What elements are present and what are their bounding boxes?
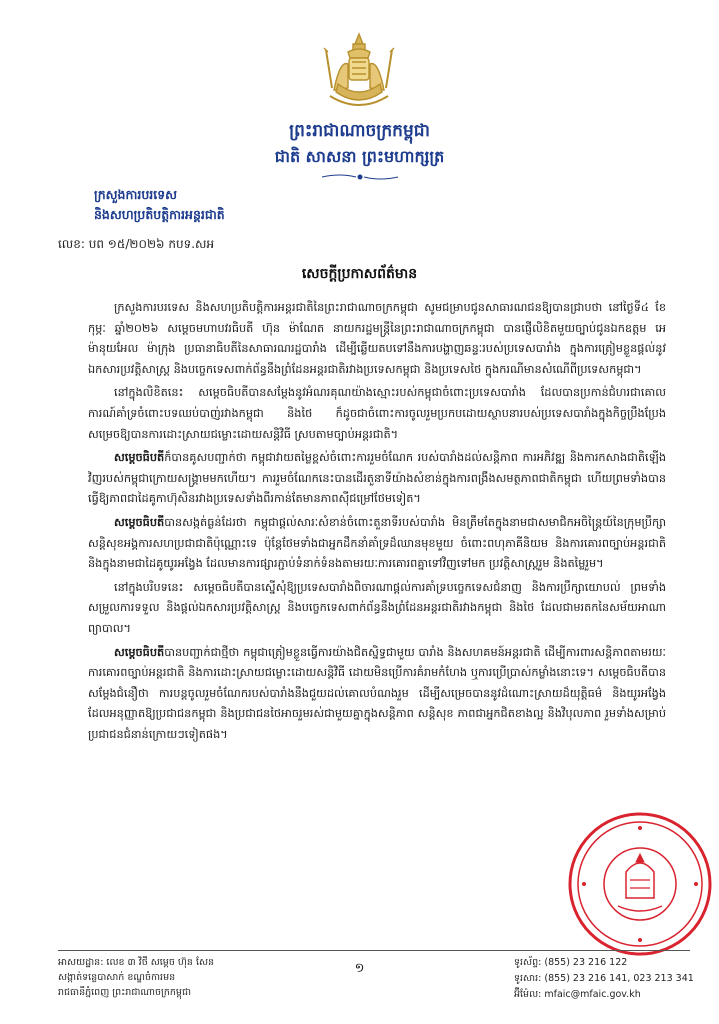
paragraph-text: ក្រសួងការបរទេស និងសហប្រតិបត្តិការអន្តរជាតិនៃព្រះរាជាណាចក្រកម្ពុជា សូមជម្រាបជូនសាធារណជនឱ្យបានជ្រាបថា នៅថ្ងៃទី៤ ខែកុម្ភៈ ឆ្នាំ២០២៦ សម្តេចមហាបវរធិបតី ហ៊ុន ម៉ាណែត នាយករដ្ឋមន្ត្រីនៃព្រះរាជាណាចក្រកម្ពុជា បានផ្ញើលិខិតមួយច្បាប់ជូនឯកឧត្តម អេម៉ានុយអែល ម៉ាក្រុង ប្រធានាធិបតីនៃសាធារណរដ្ឋបារាំង ដើម្បីឆ្លើយតបទៅនឹងការបង្ហាញឆន្ទៈរបស់ប្រទេសបារាំង ក្នុងការត្រៀមខ្លួនផ្តល់នូវឯកសារប្រវត្តិសាស្ត្រ និងបច្ចេកទេសពាក់ព័ន្ធនឹងព្រំដែនអន្តរជាតិរវាងប្រទេសកម្ពុជា និងប្រទេសថៃ ក្នុងករណីមានសំណើពីប្រទេសកម្ពុជា។	[88, 301, 666, 376]
paragraph-text: ក៏បានគូសបញ្ជាក់ថា កម្ពុជាវាយតម្លៃខ្ពស់ចំពោះការរួមចំណែក របស់បារាំងដល់សន្តិភាព ការអភិវឌ្ឍ និងការកសាងជាតិឡើងវិញរបស់កម្ពុជាក្រោយសង្គ្រាមមកហើយ។ ការរួមចំណែកនេះបានដើរតួនាទីយ៉ាងសំខាន់ក្នុងការពង្រឹងសមត្ថភាពជាតិកម្ពុជា ហើយព្រមទាំងបានធ្វើឱ្យភាពជាដៃគូកាហ៊ុសិនរវាងប្រទេសទាំងពីរកាន់តែមានភាពស៊ីជម្រៅថែមទៀត។	[88, 451, 666, 506]
page-number: ១	[354, 961, 365, 976]
phone-label: ទូរស័ព្ទ:	[514, 957, 542, 968]
phone-value: (855) 23 216 122	[544, 957, 628, 968]
royal-emblem-icon	[312, 30, 406, 112]
national-motto: ជាតិ សាសនា ព្រះមហាក្សត្រ	[274, 147, 445, 166]
ministry-name: ក្រសួងការបរទេស	[94, 187, 178, 202]
paragraph-lead: សម្តេចធិបតី	[114, 451, 165, 465]
paragraph-text: បានសង្កត់ធ្ងន់ដែរថា កម្ពុជាផ្តល់សារៈសំខាន់ចំពោះតួនាទីរបស់បារាំង មិនត្រឹមតែក្នុងនាមជាសមាជិកអចិន្ត្រៃយ៍នៃក្រុមប្រឹក្សាសន្តិសុខអង្គការសហប្រជាជាតិប៉ុណ្ណោះទេ ប៉ុន្តែថែមទាំងជាអ្នកដឹកនាំគាំទ្រដ៏ឈានមុខមួយ ចំពោះពហុភាគីនិយម និងការគោរពច្បាប់អន្តរជាតិ និងក្នុងនាមជាដៃគូយូរអង្វែង ដែលមានការផ្សារភ្ជាប់ទំនាក់ទំនងតាមរយៈការគោរពគ្នាទៅវិញទៅមក ប្រវត្តិសាស្ត្ររួម និងតម្លៃរួម។	[88, 515, 666, 571]
paragraph-text: បានបញ្ជាក់ជាថ្មីថា កម្ពុជាត្រៀមខ្លួនធ្វើការយ៉ាងជិតស្និទ្ធជាមួយ បារាំង និងសហគមន៍អន្តរជាតិ ដើម្បីការពារសន្តិភាពតាមរយៈការគោរពច្បាប់អន្តរជាតិ និងការដោះស្រាយជម្លោះដោយសន្តិវិធី ដោយមិនប្រើការគំរាមកំហែង ឬការប្រើប្រាស់កម្លាំងនោះទេ។ សម្តេចធិបតីបានសម្តែងជំនឿថា ការបន្តចូលរួមចំណែករបស់បារាំងនឹងជួយដល់គោលបំណងរួម ដើម្បីសម្រេចបាននូវដំណោះស្រាយដ៏យុត្តិធម៌ និងយូរអង្វែង ដែលអនុញ្ញាតឱ្យប្រជាជនកម្ពុជា និងប្រជាជនថៃអាចរួមរស់ជាមួយគ្នាក្នុងសន្តិភាព សន្តិសុខ ភាពជាអ្នកជិតខាងល្អ និងវិបុលភាព រួមទាំងសម្រាប់ប្រជាជនជំនាន់ក្រោយៗទៀតផង។	[88, 645, 666, 741]
paragraph-text: នៅក្នុងបរិបទនេះ សម្តេចធិបតីបានស្នើសុំឱ្យប្រទេសបារាំងពិចារណាផ្តល់ការគាំទ្របច្ចេកទេសជំនាញ និងការប្រឹក្សាយោបល់ ព្រមទាំងសម្រួលការទទួល និងផ្តល់ឯកសារប្រវត្តិសាស្ត្រ និងបច្ចេកទេសពាក់ព័ន្ធនឹងព្រំដែនអន្តរជាតិរវាងកម្ពុជា និងថៃ ដែលជាមរតកនៃសម័យអាណាព្យាបាល។	[88, 580, 666, 635]
email-label: អ៊ីម៉ែល:	[514, 989, 542, 1000]
document-body	[88, 298, 666, 748]
paragraph	[88, 643, 666, 746]
footer-divider	[58, 950, 690, 951]
page-title: សេចក្តីប្រកាសព័ត៌មាន	[301, 266, 418, 282]
divider-flourish-icon	[320, 172, 400, 182]
address-line: អាសយដ្ឋាន: លេខ ៣ វិថី សម្តេច ហ៊ុន សែន	[58, 957, 215, 968]
official-seal-icon	[566, 810, 714, 958]
fax-row	[514, 971, 694, 987]
fax-label: ទូរសារ:	[514, 973, 542, 984]
ministry-subname: និងសហប្រតិបត្តិការអន្តរជាតិ	[94, 207, 225, 222]
paragraph-lead: សម្តេចធិបតី	[114, 515, 165, 529]
email-row	[514, 987, 694, 1003]
footer-contacts	[514, 955, 694, 1003]
paragraph-lead: សម្តេចធិបតី	[114, 645, 165, 659]
address-line: រាជធានីភ្នំពេញ ព្រះរាជាណាចក្រកម្ពុជា	[58, 987, 191, 998]
paragraph	[88, 383, 666, 445]
phone-row	[514, 955, 694, 971]
paragraph-text: នៅក្នុងលិខិតនេះ សម្តេចធិបតីបានសម្តែងនូវអំណរគុណយ៉ាងស្មោះរបស់កម្ពុជាចំពោះប្រទេសបារាំង ដែលបានប្រកាន់ជំហរជាគោលការណ៍គាំទ្រចំពោះបទឈប់បាញ់រវាងកម្ពុជា និងថៃ ក៏ដូចជាចំពោះការចូលរួមប្រកបដោយស្ថាបនារបស់ប្រទេសបារាំងក្នុងកិច្ចប្រឹងប្រែង សម្រេចឱ្យបានការដោះស្រាយជម្លោះដោយសន្តិវិធី ស្របតាមច្បាប់អន្តរជាតិ។	[88, 386, 666, 441]
paragraph	[88, 578, 666, 640]
paragraph	[88, 448, 666, 510]
kingdom-name: ព្រះរាជាណាចក្រកម្ពុជា	[289, 121, 430, 141]
email-link[interactable]: mfaic@mfaic.gov.kh	[544, 989, 641, 1000]
address-line: សង្កាត់ទន្លេបាសាក់ ខណ្ឌចំការមន	[58, 972, 176, 983]
paragraph	[88, 298, 666, 380]
paragraph	[88, 513, 666, 575]
reference-number: លេខ: បព ១៥/២០២៦ កបទ.សអ	[58, 237, 215, 251]
fax-value: (855) 23 216 141, 023 213 341	[544, 973, 694, 984]
